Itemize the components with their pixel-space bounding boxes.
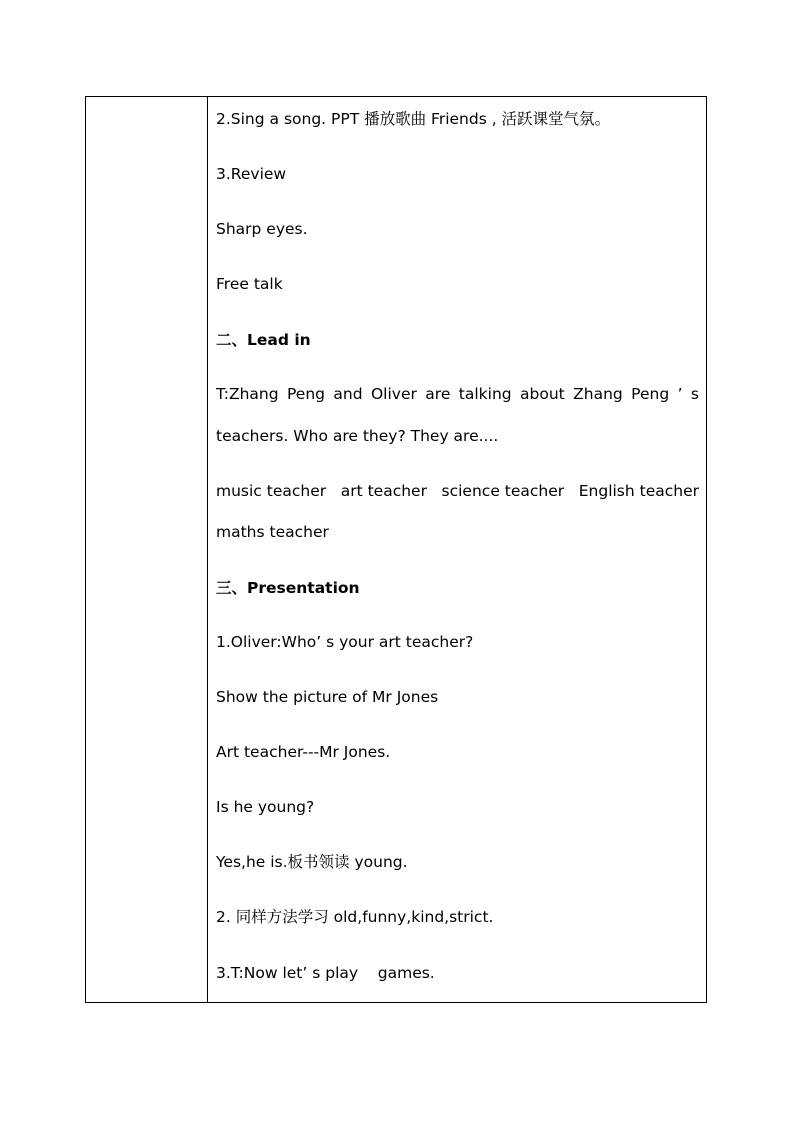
- word: T:Zhang: [216, 385, 279, 403]
- word: Peng: [631, 385, 670, 403]
- word: ’: [677, 385, 683, 403]
- word: about: [520, 385, 565, 403]
- teacher-item: music teacher: [216, 482, 327, 500]
- free-talk-line: Free talk: [216, 275, 283, 293]
- sharp-eyes-line: Sharp eyes.: [216, 220, 308, 238]
- teacher-list-line-2: maths teacher: [216, 523, 329, 541]
- presentation-heading: 三、Presentation: [216, 579, 360, 597]
- lesson-plan-table: [85, 96, 707, 1003]
- presentation-step: Show the picture of Mr Jones: [216, 688, 439, 706]
- teacher-item: English teacher: [578, 482, 699, 500]
- word: Zhang: [573, 385, 623, 403]
- word: s: [690, 385, 699, 403]
- lead-in-heading: 二、Lead in: [216, 331, 311, 349]
- word: and: [333, 385, 363, 403]
- word: Peng: [287, 385, 325, 403]
- lead-in-text-line-1: [216, 384, 699, 404]
- word: talking: [458, 385, 512, 403]
- presentation-step: Yes,he is.板书领读 young.: [216, 853, 408, 871]
- word: Oliver: [370, 385, 417, 403]
- teacher-item: art teacher: [340, 482, 427, 500]
- word: are: [425, 385, 451, 403]
- sing-song-line: 2.Sing a song. PPT 播放歌曲 Friends , 活跃课堂气氛。: [216, 110, 611, 128]
- teacher-list-line-1: [216, 481, 699, 501]
- teacher-item: science teacher: [441, 482, 565, 500]
- lead-in-text-line-2: teachers. Who are they? They are....: [216, 427, 499, 445]
- presentation-step: 1.Oliver:Who’ s your art teacher?: [216, 633, 474, 651]
- presentation-step: 3.T:Now let’ s play games.: [216, 964, 435, 982]
- right-column-cell: [208, 97, 706, 1002]
- presentation-step: Is he young?: [216, 798, 315, 816]
- presentation-step: Art teacher---Mr Jones.: [216, 743, 391, 761]
- left-column-cell: [86, 97, 208, 1002]
- review-heading: 3.Review: [216, 165, 287, 183]
- presentation-step: 2. 同样方法学习 old,funny,kind,strict.: [216, 908, 494, 926]
